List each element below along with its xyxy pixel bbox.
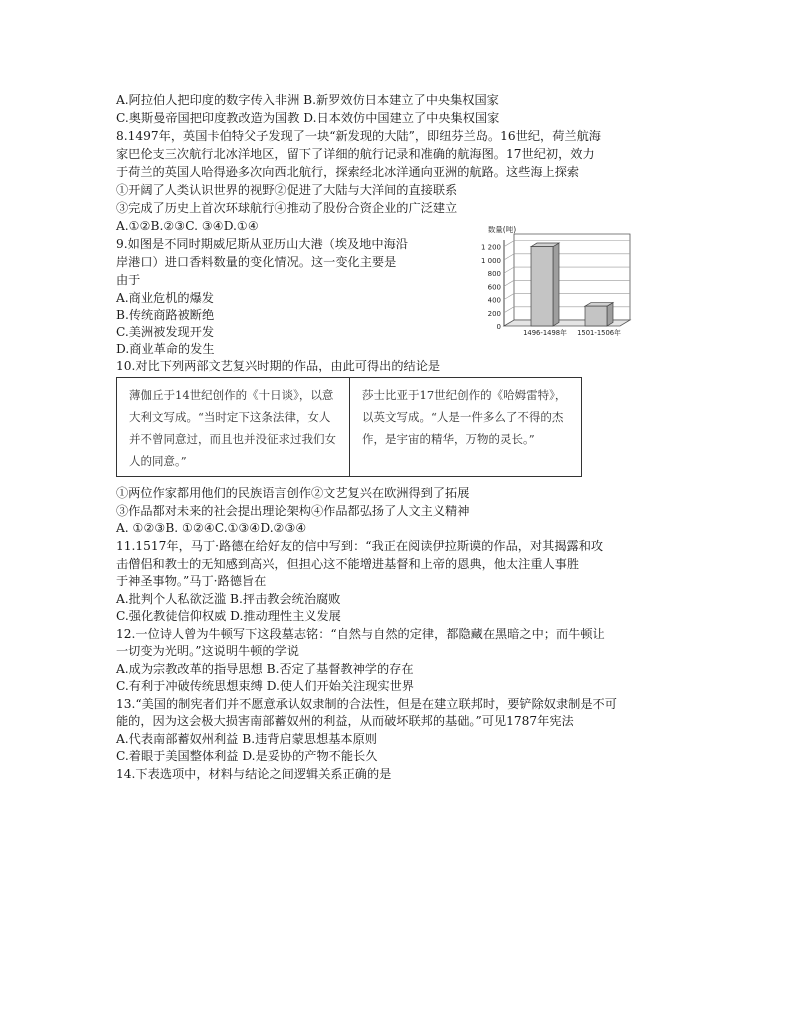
question-9-stem-3: 由于 xyxy=(116,273,141,287)
spice-import-chart xyxy=(474,226,644,346)
question-10-stem: 10.对比下列两部文艺复兴时期的作品，由此可得出的结论是 xyxy=(116,359,441,373)
question-12-stem-1: 12.一位诗人曾为牛顿写下这段墓志铭：“自然与自然的定律，都隐藏在黑暗之中；而牛顿让 xyxy=(116,627,605,641)
table-cell-shakespeare: 莎士比亚于17世纪创作的《哈姆雷特》，以英文写成。“人是一件多么了不得的杰作，是宇宙的精华，万物的灵长。” xyxy=(349,378,581,476)
chart-x-tick-label: 1501-1506年 xyxy=(577,329,621,337)
chart-y-tick-label: 600 xyxy=(487,283,501,292)
question-8-item-12: ①开阔了人类认识世界的视野②促进了大陆与大洋间的直接联系 xyxy=(116,183,458,197)
chart-y-tick-label: 400 xyxy=(487,296,501,305)
question-9-option-a: A.商业危机的爆发 xyxy=(116,291,214,305)
chart-gridline-side xyxy=(504,294,514,300)
chart-y-tick-label: 0 xyxy=(496,323,501,331)
question-13-options-cd: C.着眼于美国整体利益 D.是妥协的产物不能长久 xyxy=(116,749,378,763)
question-9-option-d: D.商业革命的发生 xyxy=(116,342,215,356)
question-8-stem-3: 于荷兰的英国人哈得逊多次向西北航行，探索经北冰洋通向亚洲的航路。这些海上探索 xyxy=(116,165,580,179)
chart-bar xyxy=(585,306,607,326)
question-11-stem-3: 于神圣事物。”马丁·路德旨在 xyxy=(116,574,267,588)
question-9-stem-1: 9.如图是不同时期威尼斯从亚历山大港（埃及地中海沿 xyxy=(116,237,408,251)
chart-y-tick-label: 200 xyxy=(487,309,501,318)
chart-y-axis-label: 数量(吨) xyxy=(487,226,517,234)
chart-gridline-side xyxy=(504,267,514,273)
comparison-table xyxy=(116,377,582,477)
chart-y-tick-label: 1 000 xyxy=(480,256,501,265)
question-10-options: A. ①②③B. ①②④C.①③④D.②③④ xyxy=(116,521,307,535)
question-9-option-b: B.传统商路被断绝 xyxy=(116,308,215,322)
question-10-item-34: ③作品都对未来的社会提出理论架构④作品都弘扬了人文主义精神 xyxy=(116,504,470,518)
chart-bar-side xyxy=(607,303,613,326)
chart-svg xyxy=(474,226,644,346)
question-11-stem-2: 击僧侣和教士的无知感到高兴，但担心这不能增进基督和上帝的恩典，他太注重人事胜 xyxy=(116,557,580,571)
question-8-stem-2: 家巴伦支三次航行北冰洋地区，留下了详细的航行记录和准确的航海图。17世纪初，效力 xyxy=(116,147,595,161)
question-12-options-cd: C.有利于冲破传统思想束缚 D.使人们开始关注现实世界 xyxy=(116,679,414,693)
question-9-stem-2: 岸港口）进口香料数量的变化情况。这一变化主要是 xyxy=(116,255,397,269)
question-8-options: A.①②B.②③C. ③④D.①④ xyxy=(116,219,259,233)
option-line-7ab: A.阿拉伯人把印度的数字传入非洲 B.新罗效仿日本建立了中央集权国家 xyxy=(116,93,499,107)
question-14-stem: 14.下表选项中，材料与结论之间逻辑关系正确的是 xyxy=(116,767,392,781)
chart-bar xyxy=(531,247,553,326)
question-12-stem-2: 一切变为光明。”这说明牛顿的学说 xyxy=(116,644,299,658)
question-13-stem-2: 能的，因为这会极大损害南部蓄奴州的利益，从而破坏联邦的基础。”可见1787年宪法 xyxy=(116,714,574,728)
question-8-stem-1: 8.1497年，英国卡伯特父子发现了一块“新发现的大陆”，即纽芬兰岛。16世纪，荷兰航海 xyxy=(116,129,601,143)
chart-gridline-side xyxy=(504,254,514,260)
chart-bar-side xyxy=(553,243,559,326)
chart-x-tick-label: 1496-1498年 xyxy=(523,329,567,337)
question-12-options-ab: A.成为宗教改革的指导思想 B.否定了基督教神学的存在 xyxy=(116,662,414,676)
table-cell-boccaccio: 薄伽丘于14世纪创作的《十日谈》，以意大利文写成。“当时定下这条法律，女人并不曾同意过，而且也并没征求过我们女人的同意。” xyxy=(129,388,336,468)
question-13-options-ab: A.代表南部蓄奴州利益 B.违背启蒙思想基本原则 xyxy=(116,732,377,746)
chart-gridline-side xyxy=(504,280,514,286)
chart-gridline-side xyxy=(504,241,514,247)
chart-y-tick-label: 800 xyxy=(487,270,501,279)
chart-gridline-side xyxy=(504,307,514,313)
chart-y-tick-label: 1 200 xyxy=(480,243,501,252)
question-11-options-ab: A.批判个人私欲泛滥 B.抨击教会统治腐败 xyxy=(116,592,341,606)
option-line-7cd: C.奥斯曼帝国把印度教改造为国教 D.日本效仿中国建立了中央集权国家 xyxy=(116,111,500,125)
question-9-option-c: C.美洲被发现开发 xyxy=(116,325,215,339)
question-11-stem-1: 11.1517年，马丁·路德在给好友的信中写到：“我正在阅读伊拉斯谟的作品，对其揭露和攻 xyxy=(116,539,604,553)
question-10-item-12: ①两位作家都用他们的民族语言创作②文艺复兴在欧洲得到了拓展 xyxy=(116,486,470,500)
question-8-item-34: ③完成了历史上首次环球航行④推动了股份合资企业的广泛建立 xyxy=(116,201,458,215)
question-11-options-cd: C.强化教徒信仰权威 D.推动理性主义发展 xyxy=(116,609,341,623)
question-13-stem-1: 13.“美国的制宪者们并不愿意承认奴隶制的合法性，但是在建立联邦时，要铲除奴隶制是不可 xyxy=(116,697,617,711)
